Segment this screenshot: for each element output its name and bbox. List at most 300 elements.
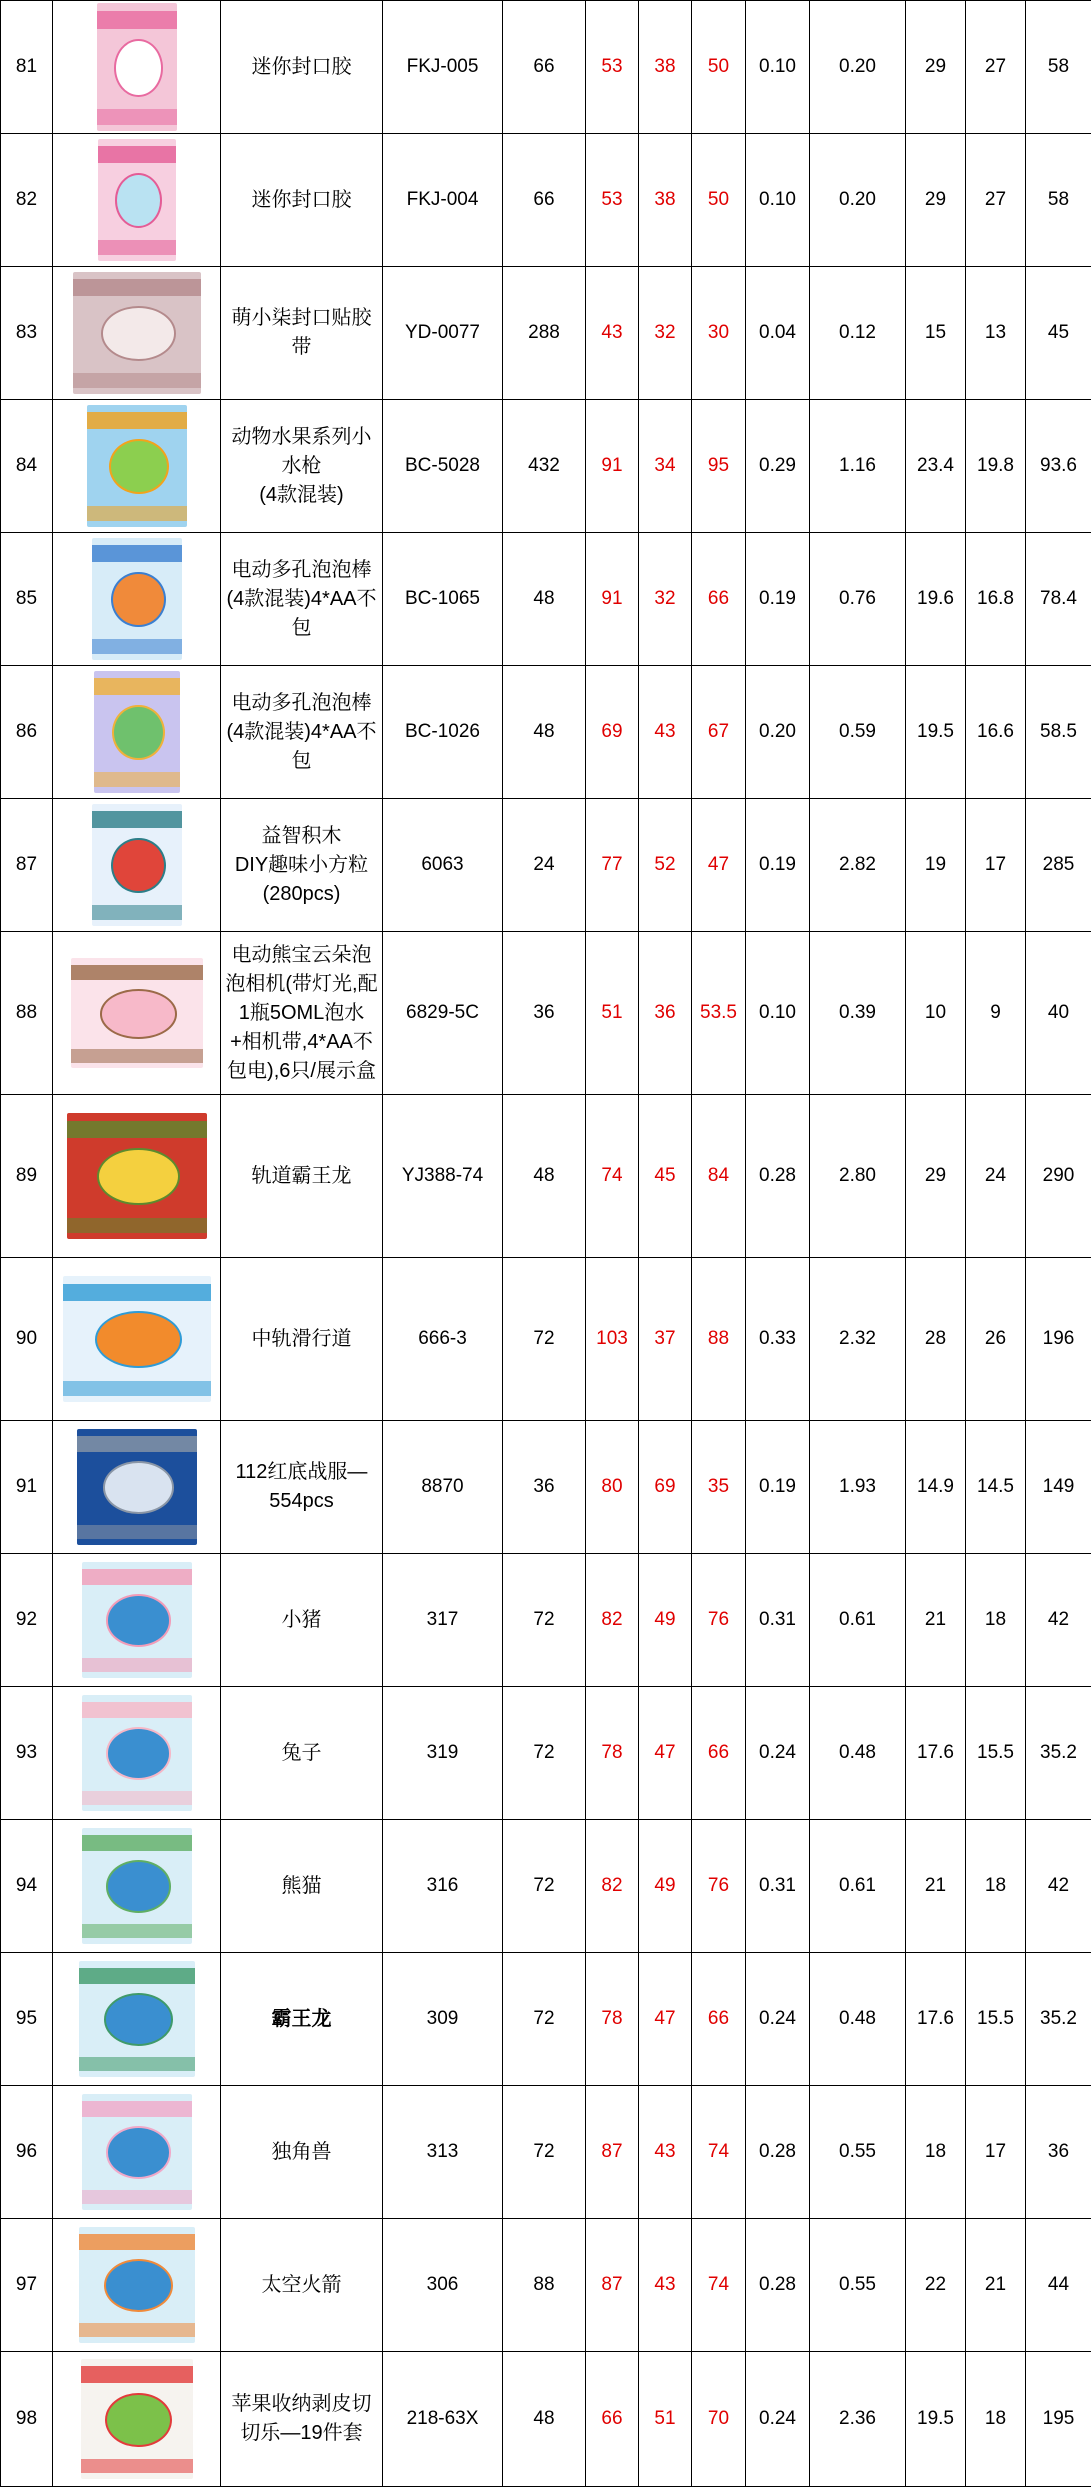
- photo-product-shape: [105, 2393, 172, 2447]
- product-photo: [97, 3, 177, 131]
- photo-footer: [63, 1381, 211, 1396]
- photo-banner: [82, 1835, 192, 1851]
- cell-name: 中轨滑行道: [221, 1258, 383, 1421]
- cell-name: 电动多孔泡泡棒(4款混装)4*AA不包: [221, 666, 383, 799]
- cell-net-weight: 17: [966, 2086, 1026, 2219]
- cell-quantity: 72: [503, 1820, 586, 1953]
- cell-length: 74: [586, 1095, 639, 1258]
- cell-row-number: 96: [1, 2086, 53, 2219]
- cell-cbm: 0.59: [810, 666, 906, 799]
- cell-price: 44: [1026, 2219, 1091, 2352]
- cell-quantity: 72: [503, 2086, 586, 2219]
- cell-volume: 0.31: [746, 1554, 810, 1687]
- cell-quantity: 288: [503, 267, 586, 400]
- cell-volume: 0.20: [746, 666, 810, 799]
- cell-name: 苹果收纳剥皮切切乐—19件套: [221, 2352, 383, 2487]
- photo-product-shape: [104, 2259, 173, 2312]
- photo-footer: [73, 373, 201, 388]
- cell-price: 42: [1026, 1820, 1091, 1953]
- photo-footer: [67, 1218, 207, 1233]
- cell-height: 84: [692, 1095, 746, 1258]
- product-photo: [98, 139, 176, 261]
- cell-row-number: 97: [1, 2219, 53, 2352]
- cell-product-image: [53, 134, 221, 267]
- cell-product-image: [53, 1820, 221, 1953]
- cell-width: 37: [639, 1258, 692, 1421]
- cell-name: 轨道霸王龙: [221, 1095, 383, 1258]
- cell-cbm: 0.61: [810, 1554, 906, 1687]
- photo-footer: [77, 1525, 197, 1539]
- photo-product-shape: [104, 1993, 173, 2046]
- cell-length: 66: [586, 2352, 639, 2487]
- cell-width: 47: [639, 1687, 692, 1820]
- table-row: [1, 2086, 1091, 2219]
- cell-gross-weight: 19.6: [906, 533, 966, 666]
- photo-banner: [82, 1702, 192, 1718]
- cell-length: 51: [586, 932, 639, 1095]
- cell-product-image: [53, 1421, 221, 1554]
- cell-product-image: [53, 1258, 221, 1421]
- photo-banner: [79, 1968, 195, 1984]
- product-photo: [71, 958, 203, 1068]
- cell-width: 52: [639, 799, 692, 932]
- photo-footer: [97, 109, 177, 124]
- cell-length: 53: [586, 134, 639, 267]
- cell-volume: 0.10: [746, 932, 810, 1095]
- cell-price: 36: [1026, 2086, 1091, 2219]
- cell-product-image: [53, 1687, 221, 1820]
- cell-quantity: 48: [503, 1095, 586, 1258]
- table-row: [1, 1554, 1091, 1687]
- cell-gross-weight: 17.6: [906, 1687, 966, 1820]
- cell-net-weight: 9: [966, 932, 1026, 1095]
- table-row: [1, 799, 1091, 932]
- cell-length: 77: [586, 799, 639, 932]
- cell-length: 69: [586, 666, 639, 799]
- photo-footer: [94, 772, 180, 787]
- cell-cbm: 2.32: [810, 1258, 906, 1421]
- table-row: [1, 1258, 1091, 1421]
- table-row: [1, 1820, 1091, 1953]
- cell-quantity: 72: [503, 1258, 586, 1421]
- cell-product-image: [53, 2086, 221, 2219]
- cell-code: 218-63X: [383, 2352, 503, 2487]
- product-photo: [79, 2227, 195, 2343]
- cell-quantity: 72: [503, 1953, 586, 2086]
- cell-gross-weight: 29: [906, 134, 966, 267]
- cell-length: 82: [586, 1820, 639, 1953]
- product-photo: [87, 405, 187, 527]
- photo-banner: [82, 1569, 192, 1585]
- cell-length: 53: [586, 1, 639, 134]
- product-photo: [63, 1276, 211, 1402]
- photo-banner: [67, 1121, 207, 1139]
- cell-volume: 0.28: [746, 1095, 810, 1258]
- cell-length: 87: [586, 2086, 639, 2219]
- product-photo: [79, 1961, 195, 2077]
- cell-height: 53.5: [692, 932, 746, 1095]
- cell-quantity: 432: [503, 400, 586, 533]
- cell-name: 兔子: [221, 1687, 383, 1820]
- cell-width: 36: [639, 932, 692, 1095]
- cell-width: 43: [639, 2086, 692, 2219]
- cell-net-weight: 13: [966, 267, 1026, 400]
- cell-code: 317: [383, 1554, 503, 1687]
- cell-height: 95: [692, 400, 746, 533]
- cell-name: 小猪: [221, 1554, 383, 1687]
- cell-price: 58: [1026, 134, 1091, 267]
- cell-volume: 0.33: [746, 1258, 810, 1421]
- cell-name: 太空火箭: [221, 2219, 383, 2352]
- cell-height: 76: [692, 1554, 746, 1687]
- cell-product-image: [53, 1, 221, 134]
- table-row: [1, 533, 1091, 666]
- cell-code: 6829-5C: [383, 932, 503, 1095]
- table-row: [1, 2352, 1091, 2487]
- cell-row-number: 88: [1, 932, 53, 1095]
- cell-row-number: 84: [1, 400, 53, 533]
- cell-row-number: 82: [1, 134, 53, 267]
- cell-row-number: 94: [1, 1820, 53, 1953]
- cell-name: 熊猫: [221, 1820, 383, 1953]
- cell-net-weight: 15.5: [966, 1953, 1026, 2086]
- cell-volume: 0.04: [746, 267, 810, 400]
- cell-row-number: 90: [1, 1258, 53, 1421]
- cell-price: 58.5: [1026, 666, 1091, 799]
- photo-product-shape: [111, 572, 165, 627]
- cell-name: 迷你封口胶: [221, 134, 383, 267]
- cell-gross-weight: 19: [906, 799, 966, 932]
- cell-cbm: 0.20: [810, 1, 906, 134]
- product-photo: [92, 538, 182, 660]
- cell-length: 78: [586, 1953, 639, 2086]
- cell-volume: 0.10: [746, 1, 810, 134]
- cell-code: BC-1065: [383, 533, 503, 666]
- product-photo: [94, 671, 180, 793]
- photo-product-shape: [101, 306, 177, 361]
- cell-net-weight: 27: [966, 134, 1026, 267]
- cell-width: 49: [639, 1554, 692, 1687]
- cell-price: 196: [1026, 1258, 1091, 1421]
- photo-banner: [77, 1436, 197, 1452]
- photo-banner: [92, 811, 182, 828]
- cell-price: 93.6: [1026, 400, 1091, 533]
- photo-product-shape: [111, 838, 165, 893]
- cell-cbm: 0.76: [810, 533, 906, 666]
- cell-code: 8870: [383, 1421, 503, 1554]
- cell-product-image: [53, 666, 221, 799]
- cell-row-number: 87: [1, 799, 53, 932]
- cell-net-weight: 15.5: [966, 1687, 1026, 1820]
- cell-width: 45: [639, 1095, 692, 1258]
- cell-row-number: 95: [1, 1953, 53, 2086]
- cell-product-image: [53, 267, 221, 400]
- cell-product-image: [53, 1554, 221, 1687]
- cell-gross-weight: 19.5: [906, 666, 966, 799]
- cell-row-number: 98: [1, 2352, 53, 2487]
- cell-net-weight: 24: [966, 1095, 1026, 1258]
- photo-product-shape: [106, 1860, 172, 1913]
- cell-price: 58: [1026, 1, 1091, 134]
- cell-row-number: 89: [1, 1095, 53, 1258]
- cell-price: 45: [1026, 267, 1091, 400]
- cell-cbm: 0.48: [810, 1687, 906, 1820]
- cell-volume: 0.19: [746, 799, 810, 932]
- cell-cbm: 2.36: [810, 2352, 906, 2487]
- cell-price: 149: [1026, 1421, 1091, 1554]
- cell-volume: 0.19: [746, 1421, 810, 1554]
- product-photo: [73, 272, 201, 394]
- cell-code: 309: [383, 1953, 503, 2086]
- cell-gross-weight: 21: [906, 1554, 966, 1687]
- cell-net-weight: 16.8: [966, 533, 1026, 666]
- photo-footer: [81, 2459, 193, 2473]
- cell-price: 40: [1026, 932, 1091, 1095]
- cell-width: 32: [639, 533, 692, 666]
- product-photo: [82, 1828, 192, 1944]
- cell-quantity: 88: [503, 2219, 586, 2352]
- photo-footer: [98, 240, 176, 255]
- cell-name: 电动多孔泡泡棒(4款混装)4*AA不包: [221, 533, 383, 666]
- cell-volume: 0.10: [746, 134, 810, 267]
- cell-gross-weight: 29: [906, 1, 966, 134]
- cell-net-weight: 18: [966, 2352, 1026, 2487]
- cell-cbm: 0.12: [810, 267, 906, 400]
- table-row: [1, 2219, 1091, 2352]
- cell-quantity: 48: [503, 666, 586, 799]
- cell-code: 319: [383, 1687, 503, 1820]
- cell-product-image: [53, 1953, 221, 2086]
- cell-net-weight: 17: [966, 799, 1026, 932]
- product-photo: [81, 2359, 193, 2479]
- photo-product-shape: [109, 439, 169, 494]
- cell-quantity: 36: [503, 1421, 586, 1554]
- cell-width: 69: [639, 1421, 692, 1554]
- photo-product-shape: [106, 2126, 172, 2179]
- table-row: [1, 932, 1091, 1095]
- cell-price: 42: [1026, 1554, 1091, 1687]
- cell-price: 35.2: [1026, 1687, 1091, 1820]
- cell-height: 74: [692, 2086, 746, 2219]
- photo-footer: [92, 639, 182, 654]
- photo-banner: [71, 965, 203, 980]
- photo-product-shape: [112, 705, 164, 760]
- cell-length: 82: [586, 1554, 639, 1687]
- cell-quantity: 48: [503, 2352, 586, 2487]
- product-photo: [77, 1429, 197, 1545]
- cell-product-image: [53, 932, 221, 1095]
- cell-width: 43: [639, 666, 692, 799]
- cell-cbm: 0.20: [810, 134, 906, 267]
- photo-footer: [92, 905, 182, 920]
- cell-name: 动物水果系列小水枪 (4款混装): [221, 400, 383, 533]
- cell-price: 195: [1026, 2352, 1091, 2487]
- cell-row-number: 92: [1, 1554, 53, 1687]
- cell-volume: 0.31: [746, 1820, 810, 1953]
- cell-height: 35: [692, 1421, 746, 1554]
- product-photo: [92, 804, 182, 926]
- cell-gross-weight: 19.5: [906, 2352, 966, 2487]
- cell-cbm: 1.93: [810, 1421, 906, 1554]
- cell-row-number: 86: [1, 666, 53, 799]
- cell-cbm: 0.55: [810, 2219, 906, 2352]
- cell-row-number: 83: [1, 267, 53, 400]
- cell-cbm: 0.48: [810, 1953, 906, 2086]
- cell-net-weight: 27: [966, 1, 1026, 134]
- cell-height: 88: [692, 1258, 746, 1421]
- photo-banner: [63, 1284, 211, 1302]
- cell-row-number: 85: [1, 533, 53, 666]
- cell-width: 51: [639, 2352, 692, 2487]
- cell-cbm: 2.82: [810, 799, 906, 932]
- cell-name: 独角兽: [221, 2086, 383, 2219]
- cell-height: 67: [692, 666, 746, 799]
- photo-product-shape: [95, 1311, 182, 1368]
- cell-net-weight: 18: [966, 1554, 1026, 1687]
- cell-quantity: 24: [503, 799, 586, 932]
- photo-product-shape: [114, 39, 163, 97]
- cell-gross-weight: 15: [906, 267, 966, 400]
- photo-banner: [82, 2101, 192, 2117]
- cell-code: 316: [383, 1820, 503, 1953]
- cell-product-image: [53, 799, 221, 932]
- cell-gross-weight: 28: [906, 1258, 966, 1421]
- product-photo: [67, 1113, 207, 1239]
- table-row: [1, 400, 1091, 533]
- cell-code: YD-0077: [383, 267, 503, 400]
- cell-volume: 0.24: [746, 1687, 810, 1820]
- cell-height: 70: [692, 2352, 746, 2487]
- photo-product-shape: [106, 1594, 172, 1647]
- table-row: [1, 267, 1091, 400]
- cell-gross-weight: 10: [906, 932, 966, 1095]
- cell-volume: 0.19: [746, 533, 810, 666]
- cell-price: 290: [1026, 1095, 1091, 1258]
- photo-product-shape: [103, 1461, 174, 1514]
- cell-width: 38: [639, 1, 692, 134]
- cell-row-number: 81: [1, 1, 53, 134]
- cell-product-image: [53, 2219, 221, 2352]
- cell-net-weight: 26: [966, 1258, 1026, 1421]
- cell-height: 50: [692, 134, 746, 267]
- table-row: [1, 1095, 1091, 1258]
- photo-banner: [94, 678, 180, 695]
- cell-gross-weight: 23.4: [906, 400, 966, 533]
- photo-banner: [79, 2234, 195, 2250]
- cell-code: FKJ-004: [383, 134, 503, 267]
- photo-footer: [82, 2190, 192, 2204]
- cell-product-image: [53, 2352, 221, 2487]
- cell-volume: 0.24: [746, 1953, 810, 2086]
- cell-gross-weight: 14.9: [906, 1421, 966, 1554]
- photo-product-shape: [97, 1148, 179, 1205]
- cell-length: 91: [586, 533, 639, 666]
- cell-row-number: 91: [1, 1421, 53, 1554]
- photo-footer: [82, 1791, 192, 1805]
- photo-product-shape: [106, 1727, 172, 1780]
- cell-row-number: 93: [1, 1687, 53, 1820]
- cell-net-weight: 21: [966, 2219, 1026, 2352]
- cell-product-image: [53, 533, 221, 666]
- cell-code: 6063: [383, 799, 503, 932]
- cell-quantity: 36: [503, 932, 586, 1095]
- cell-length: 80: [586, 1421, 639, 1554]
- cell-quantity: 48: [503, 533, 586, 666]
- cell-height: 50: [692, 1, 746, 134]
- table-row: [1, 1421, 1091, 1554]
- photo-footer: [79, 2323, 195, 2337]
- cell-cbm: 0.55: [810, 2086, 906, 2219]
- cell-product-image: [53, 1095, 221, 1258]
- cell-height: 30: [692, 267, 746, 400]
- cell-name: 益智积木 DIY趣味小方粒(280pcs): [221, 799, 383, 932]
- cell-code: 313: [383, 2086, 503, 2219]
- cell-quantity: 72: [503, 1554, 586, 1687]
- cell-price: 78.4: [1026, 533, 1091, 666]
- cell-code: BC-1026: [383, 666, 503, 799]
- cell-net-weight: 18: [966, 1820, 1026, 1953]
- product-photo: [82, 1562, 192, 1678]
- table-row: [1, 1687, 1091, 1820]
- cell-name: 萌小柒封口贴胶带: [221, 267, 383, 400]
- cell-height: 66: [692, 533, 746, 666]
- cell-name: 迷你封口胶: [221, 1, 383, 134]
- cell-width: 32: [639, 267, 692, 400]
- cell-length: 91: [586, 400, 639, 533]
- cell-cbm: 2.80: [810, 1095, 906, 1258]
- cell-width: 47: [639, 1953, 692, 2086]
- photo-banner: [73, 279, 201, 296]
- cell-width: 34: [639, 400, 692, 533]
- table-row: [1, 1, 1091, 134]
- cell-length: 78: [586, 1687, 639, 1820]
- cell-name: 112红底战服—554pcs: [221, 1421, 383, 1554]
- cell-code: 306: [383, 2219, 503, 2352]
- cell-cbm: 1.16: [810, 400, 906, 533]
- cell-length: 103: [586, 1258, 639, 1421]
- cell-net-weight: 16.6: [966, 666, 1026, 799]
- cell-net-weight: 14.5: [966, 1421, 1026, 1554]
- photo-banner: [87, 412, 187, 429]
- cell-gross-weight: 17.6: [906, 1953, 966, 2086]
- cell-cbm: 0.39: [810, 932, 906, 1095]
- cell-volume: 0.28: [746, 2219, 810, 2352]
- cell-height: 76: [692, 1820, 746, 1953]
- cell-height: 74: [692, 2219, 746, 2352]
- cell-height: 66: [692, 1953, 746, 2086]
- photo-footer: [79, 2057, 195, 2071]
- photo-footer: [87, 506, 187, 521]
- cell-width: 43: [639, 2219, 692, 2352]
- photo-product-shape: [100, 989, 178, 1039]
- cell-code: FKJ-005: [383, 1, 503, 134]
- cell-quantity: 66: [503, 134, 586, 267]
- cell-width: 38: [639, 134, 692, 267]
- cell-gross-weight: 22: [906, 2219, 966, 2352]
- cell-price: 285: [1026, 799, 1091, 932]
- photo-banner: [97, 11, 177, 29]
- table-row: [1, 134, 1091, 267]
- photo-banner: [92, 545, 182, 562]
- cell-volume: 0.29: [746, 400, 810, 533]
- photo-banner: [98, 146, 176, 163]
- photo-product-shape: [115, 173, 163, 228]
- cell-gross-weight: 21: [906, 1820, 966, 1953]
- cell-code: 666-3: [383, 1258, 503, 1421]
- cell-name: 霸王龙: [221, 1953, 383, 2086]
- photo-footer: [71, 1049, 203, 1062]
- photo-footer: [82, 1658, 192, 1672]
